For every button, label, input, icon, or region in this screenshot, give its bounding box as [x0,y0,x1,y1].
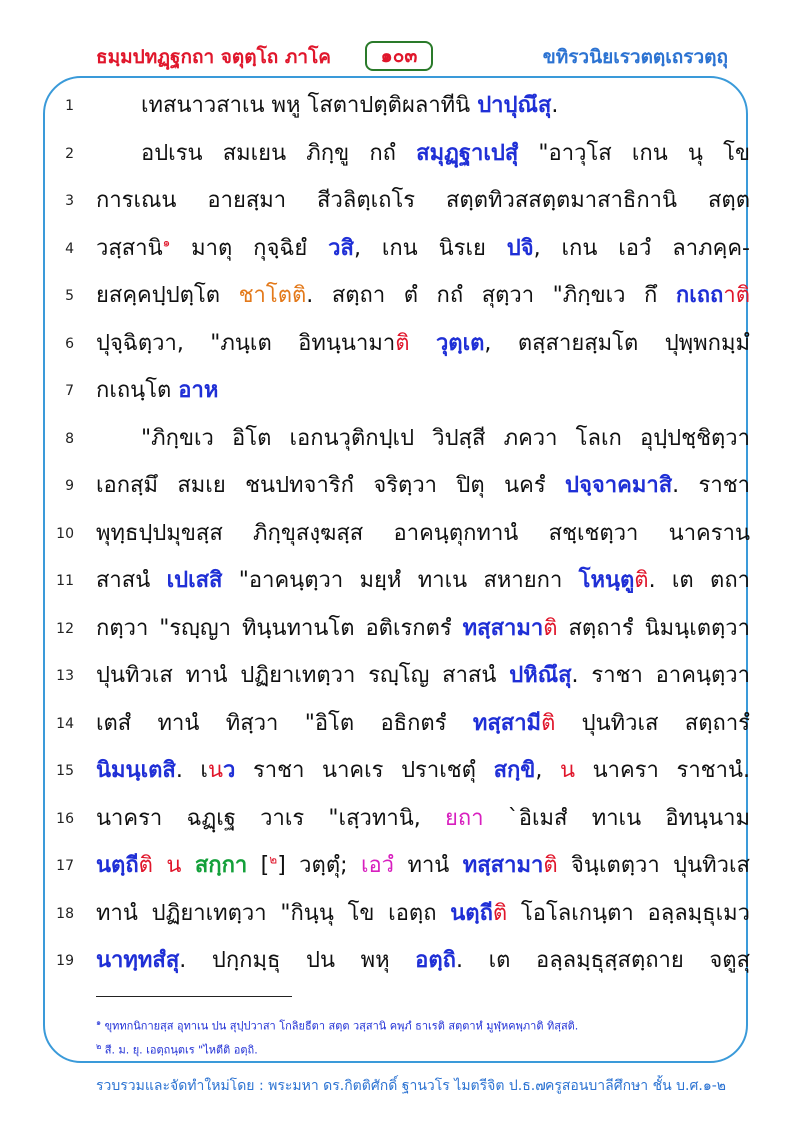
text-line [96,181,750,221]
line-number: 1 [65,98,74,114]
text-segment: นตฺถี [96,853,139,878]
text-line [96,514,750,554]
text-segment: นาครา ฉฏฺเฐ วาเร "เสฺวทานิ, [96,806,445,831]
text-segment: ติ [541,711,556,736]
text-segment: าติ [723,283,750,308]
text-line [96,941,750,981]
text-segment: ทานํ [394,853,463,878]
text-line [96,894,750,934]
text-segment: เอวํ [360,853,395,878]
text-segment: น [559,758,576,783]
text-segment: "อาวุโส เกน นุ โข [518,141,751,166]
text-segment: เอกสฺมึ สมเย ชนปทจาริกํ จริตฺวา ปิตุ นครํ [96,473,566,498]
footnote-mark: ๑ [96,1018,102,1027]
text-line [96,799,750,839]
text-line [96,846,750,886]
text-segment: ติ [543,853,558,878]
text-segment: วุตฺเต [435,331,485,356]
text-segment: พุทฺธปฺปมุขสฺส ภิกฺขุสงฺฆสฺส อาคนฺตุกทานํ สชฺเชตฺวา นาคราน [96,521,750,546]
text-segment: ติ [395,331,410,356]
text-segment: ราชา นาคเร ปราเชตุํ [235,758,494,783]
text-segment: ติ [138,853,153,878]
text-segment: ปจฺจาคมาสิ [565,473,673,498]
text-segment: . ราชา อาคนฺตฺวา [571,663,750,688]
line-number: 19 [56,953,74,969]
text-segment: ทานํ ปฏิยาเทตฺวา "กินฺนุ โข เอตฺถ [96,901,451,926]
text-segment: เตสํ ทานํ ทิสฺวา "อิโต อธิกตรํ [96,711,473,736]
text-segment: การเณน อายสฺมา สีวลิตฺเถโร สตฺตทิวสสตฺตมาสาธิกานิ สตฺต [96,188,750,213]
text-segment: สตฺถารํ นิมนฺเตตฺวา [557,616,750,641]
line-number: 17 [56,858,74,874]
page-footer [96,1075,726,1097]
text-segment: `อิเมสํ ทาเน อิทนฺนาม [483,806,750,831]
text-segment: มาตุ กุจฺฉิยํ [170,236,329,261]
text-segment: สกฺกา [194,853,248,878]
line-number: 4 [65,241,74,257]
text-segment: กเถถ [675,283,724,308]
text-segment: สกฺขิ [493,758,536,783]
text-segment: , [535,758,560,783]
text-segment: เปเสสิ [166,568,223,593]
text-segment [181,853,194,878]
text-segment: ปุนทิวเส สตฺถารํ [555,711,751,736]
text-segment: ปจิ [506,236,534,261]
text-segment: , เกน นิรเย [353,236,507,261]
text-segment: "ภิกฺขเว อิโต เอกนวุติกปฺเป วิปสฺสี ภควา โลเก อุปฺปชฺชิตฺวา [141,426,750,451]
text-segment: . เต ตถา [648,568,750,593]
text-segment: . ปกฺกมฺธุ ปน พหุ [179,948,416,973]
line-number: 3 [65,193,74,209]
footnote-2 [96,1040,258,1059]
section-title: ขทิรวนิยเรวตตฺเถรวตฺถุ [542,46,728,68]
text-line [96,371,750,411]
text-segment: ปาปุณึสุ [477,93,552,118]
line-number: 11 [56,573,74,589]
line-number: 7 [65,383,74,399]
text-line [96,229,750,269]
line-number: 16 [56,811,74,827]
text-segment: ติ [543,616,558,641]
text-segment: สมุฏฺฐาเปสุํ [416,141,519,166]
line-number: 5 [65,288,74,304]
book-title: ธมฺมปทฏฺฐกถา จตุตฺโถ ภาโค [96,46,332,68]
text-segment: ว [223,758,236,783]
text-line [96,704,750,744]
text-segment: ปหิณึสุ [509,663,572,688]
text-segment: จินฺเตตฺวา ปุนทิวเส [557,853,750,878]
text-segment: [ [247,853,270,878]
text-segment: เทสนาวสาเน พหู โสตาปตฺติผลาทีนิ [141,93,478,118]
text-segment: กตฺวา "รญฺญา ทินฺนทานโต อติเรกตรํ [96,616,463,641]
text-line [96,656,750,696]
text-segment: "อาคนฺตฺวา มยฺหํ ทาเน สหายกา [222,568,579,593]
footnote-mark: ๒ [96,1042,102,1051]
footnote-text: ขุททกนิกายสฺส อุทาเน ปน สุปฺปวาสา โกลิยธีตา สตฺต วสฺสานิ คพฺภํ ธาเรติ สตฺตาหํ มูฬฺหคพฺภาติ ทิสฺสติ. [104,1019,579,1033]
page-header [0,0,800,80]
line-number: 10 [56,526,74,542]
text-segment: ยสคฺคปฺปตฺโต [96,283,239,308]
text-segment: นิมนฺเตสิ [96,758,176,783]
text-segment [409,331,435,356]
text-segment: น [207,758,223,783]
text-segment: . ราชา [672,473,750,498]
line-number: 12 [56,621,74,637]
footer-course: ครูสอนบาลีศึกษา ชั้น บ.ศ.๑-๒ [544,1078,726,1094]
text-segment: อปเรน สมเยน ภิกฺขู กถํ [141,141,417,166]
text-segment: นตฺถี [450,901,493,926]
text-segment: ทสฺสามา [462,853,544,878]
text-segment: ทสฺสามี [472,711,542,736]
text-line [96,134,750,174]
footnote-ref: ๑ [162,235,171,250]
line-number: 15 [56,763,74,779]
footnote-1 [96,1016,578,1035]
line-number: 18 [56,906,74,922]
text-segment: กเถนฺโต [96,378,179,403]
text-segment: . เต อลฺลมฺธุสฺสตฺถาย จตูสุ [456,948,750,973]
text-segment: . สตฺถา ตํ กถํ สุตฺวา "ภิกฺขเว กึ [306,283,676,308]
text-segment: วสิ [328,236,354,261]
text-segment: สาสนํ [96,568,167,593]
footer-credit: รวบรวมและจัดทำใหม่โดย : พระมหา ดร.กิตติศักดิ์ ฐานวโร ไมตรีจิต ป.ธ.๗ [96,1078,546,1094]
text-line [96,466,750,506]
footnote-text: สี. ม. ยุ. เอตฺถนฺตเร "ไหตีติ อตฺถิ. [104,1043,258,1057]
text-segment: , เกน เอวํ ลาภคฺค- [533,236,750,261]
page-number: ๑๐๓ [365,41,433,71]
text-segment: โหนฺตู [578,568,635,593]
text-segment: ชาโตติ [238,283,307,308]
text-segment: ปุจฺฉิตฺวา, "ภนฺเต อิทนฺนามา [96,331,396,356]
text-line [96,324,750,364]
line-number: 13 [56,668,74,684]
text-segment: , ตสฺสายสฺมโต ปุพฺพกมฺมํ [484,331,750,356]
text-segment: อาห [178,378,219,403]
text-segment: วสฺสานิ [96,236,163,261]
text-line [96,561,750,601]
text-line [96,609,750,649]
footnote-ref: ๒ [269,852,278,867]
text-segment: ] วตฺตุํ; [277,853,361,878]
text-segment: ทสฺสามา [462,616,544,641]
line-number: 2 [65,146,74,162]
text-segment: นาทฺทสํสุ [96,948,180,973]
text-segment: ปุนทิวเส ทานํ ปฏิยาเทตฺวา รญฺโญ สาสนํ [96,663,510,688]
text-line [96,86,750,126]
text-segment: ยถา [444,806,484,831]
text-segment: โอโลเกนฺตา อลฺลมฺธุเมว [507,901,750,926]
text-segment: น [166,853,182,878]
line-number: 8 [65,431,74,447]
text-segment: . เ [175,758,208,783]
text-segment: อตฺถิ [415,948,456,973]
text-line [96,751,750,791]
text-segment: . [551,93,559,118]
line-number: 14 [56,716,74,732]
text-segment: ติ [634,568,649,593]
text-segment [153,853,166,878]
text-segment: ติ [492,901,508,926]
text-line [96,419,750,459]
line-number: 6 [65,336,74,352]
footnote-divider [96,996,292,997]
text-line [96,276,750,316]
line-number: 9 [65,478,74,494]
text-segment: นาครา ราชานํ. [575,758,750,783]
